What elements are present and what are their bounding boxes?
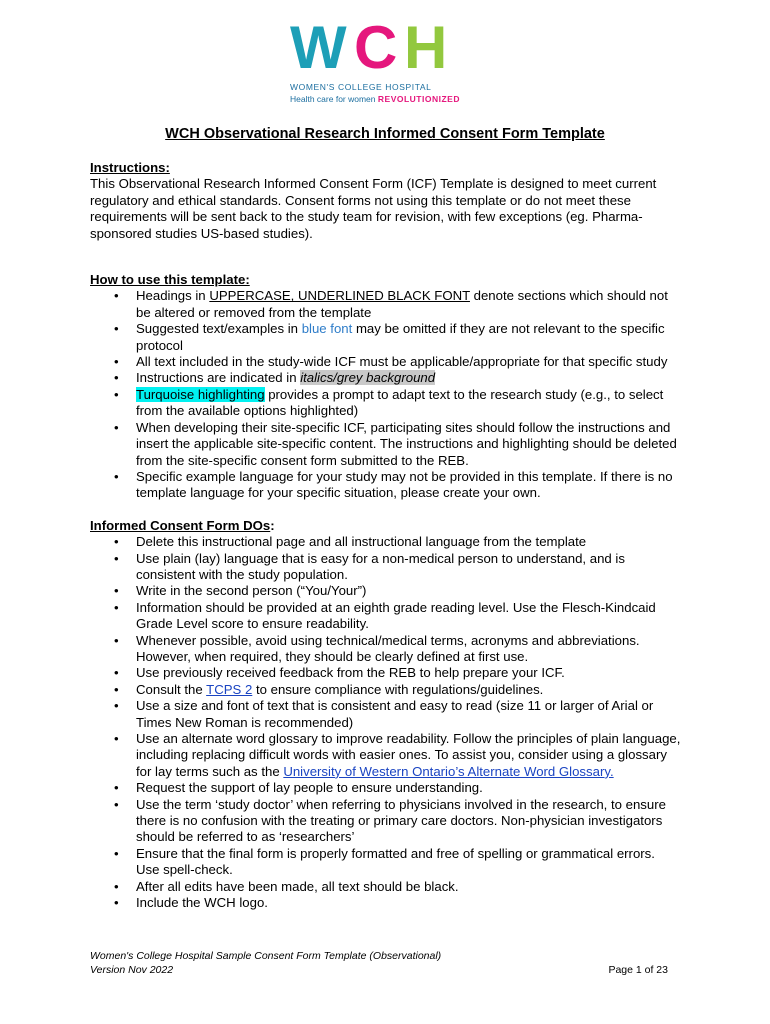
list-item: • Suggested text/examples in blue font may be omitted if they are not relevant to the specific protocol xyxy=(136,321,682,354)
footer-line-2: Version Nov 2022 xyxy=(90,963,174,976)
document-title: WCH Observational Research Informed Consent Form Template xyxy=(165,126,605,142)
instructions-heading: Instructions: xyxy=(90,160,170,175)
list-item: • When developing their site-specific ICF, participating sites should follow the instructions and insert the applicable site-specific content. The instructions and highlighting should be deleted from the site-specific consent form submitted to the REB. xyxy=(136,420,682,469)
logo-tagline-prefix: Health care for women xyxy=(290,94,376,104)
page-number: Page 1 of 23 xyxy=(608,964,668,976)
list-item: • Specific example language for your study may not be provided in this template. If there is no template language for your specific situation, please create your own. xyxy=(136,469,682,502)
list-item: • Turquoise highlighting provides a prompt to adapt text to the research study (e.g., to select from the available options highlighted) xyxy=(136,387,682,420)
list-item: • Consult the TCPS 2 to ensure compliance with regulations/guidelines. xyxy=(136,682,682,698)
footer-template-info xyxy=(90,950,441,977)
list-item: • Instructions are indicated in italics/grey background xyxy=(136,370,682,386)
how-to-list xyxy=(90,288,682,501)
turquoise-highlight-example: Turquoise highlighting xyxy=(136,386,265,402)
list-item: • Request the support of lay people to ensure understanding. xyxy=(136,780,682,796)
list-item: • Use previously received feedback from the REB to help prepare your ICF. xyxy=(136,665,682,681)
blue-font-example: blue font xyxy=(301,321,353,337)
list-item: • Information should be provided at an eighth grade reading level. Use the Flesch-Kindcaid Grade Level score to ensure readability. xyxy=(136,600,682,633)
list-item: • Ensure that the final form is properly formatted and free of spelling or grammatical errors. Use spell-check. xyxy=(136,846,682,879)
list-item: • Use a size and font of text that is consistent and easy to read (size 11 or larger of Arial or Times New Roman is recommended) xyxy=(136,698,682,731)
logo-hospital-name: WOMEN'S COLLEGE HOSPITAL xyxy=(290,82,432,92)
list-item: • Include the WCH logo. xyxy=(136,895,682,911)
logo-tagline-emphasis: REVOLUTIONIZED xyxy=(377,94,460,104)
wch-logo xyxy=(288,14,478,108)
list-item: • Write in the second person (“You/Your”) xyxy=(136,583,682,599)
logo-letter-c: C xyxy=(354,14,395,81)
tcps2-link[interactable]: TCPS 2 xyxy=(206,681,253,697)
list-item: • Headings in UPPERCASE, UNDERLINED BLACK FONT denote sections which should not be altered or removed from the template xyxy=(136,288,682,321)
list-item: • After all edits have been made, all text should be black. xyxy=(136,879,682,895)
logo-letter-w: W xyxy=(290,14,344,81)
logo-letters xyxy=(288,14,468,81)
glossary-link[interactable]: University of Western Ontario’s Alternate Word Glossary. xyxy=(283,763,614,779)
dos-list xyxy=(90,534,682,911)
logo-tagline xyxy=(290,94,460,104)
list-item: • All text included in the study-wide ICF must be applicable/appropriate for that specific study xyxy=(136,354,682,370)
dos-heading: Informed Consent Form DOs: xyxy=(90,517,275,533)
list-item: • Delete this instructional page and all instructional language from the template xyxy=(136,534,682,550)
document-body xyxy=(90,160,682,911)
list-item: • Use plain (lay) language that is easy for a non-medical person to understand, and is consistent with the study population. xyxy=(136,551,682,584)
uppercase-underlined-example: UPPERCASE, UNDERLINED BLACK FONT xyxy=(209,288,470,304)
instructions-text: This Observational Research Informed Consent Form (ICF) Template is designed to meet current regulatory and ethical standards. Consent forms not using this template or do not meet these requirements will be sent back to the study team for revision, with few exceptions (eg. Pharma-sponsored studies US-based studies). xyxy=(90,176,657,241)
footer-line-1: Women's College Hospital Sample Consent Form Template (Observational) xyxy=(90,950,442,962)
how-to-heading: How to use this template: xyxy=(90,272,250,288)
logo-letter-h: H xyxy=(404,14,445,81)
grey-italic-example: italics/grey background xyxy=(300,370,436,386)
list-item: • Use an alternate word glossary to improve readability. Follow the principles of plain language, including replacing difficult words with easier ones. To assist you, consider using a glossary for lay terms such as the University of Western Ontario’s Alternate Word Glossary. xyxy=(136,731,682,780)
list-item: • Whenever possible, avoid using technical/medical terms, acronyms and abbreviations. However, when required, they should be clearly defined at first use. xyxy=(136,633,682,666)
list-item: • Use the term ‘study doctor’ when referring to physicians involved in the research, to ensure there is no confusion with the treating or primary care doctors. Non-physician investigators should be referred to as ‘researchers’ xyxy=(136,797,682,846)
